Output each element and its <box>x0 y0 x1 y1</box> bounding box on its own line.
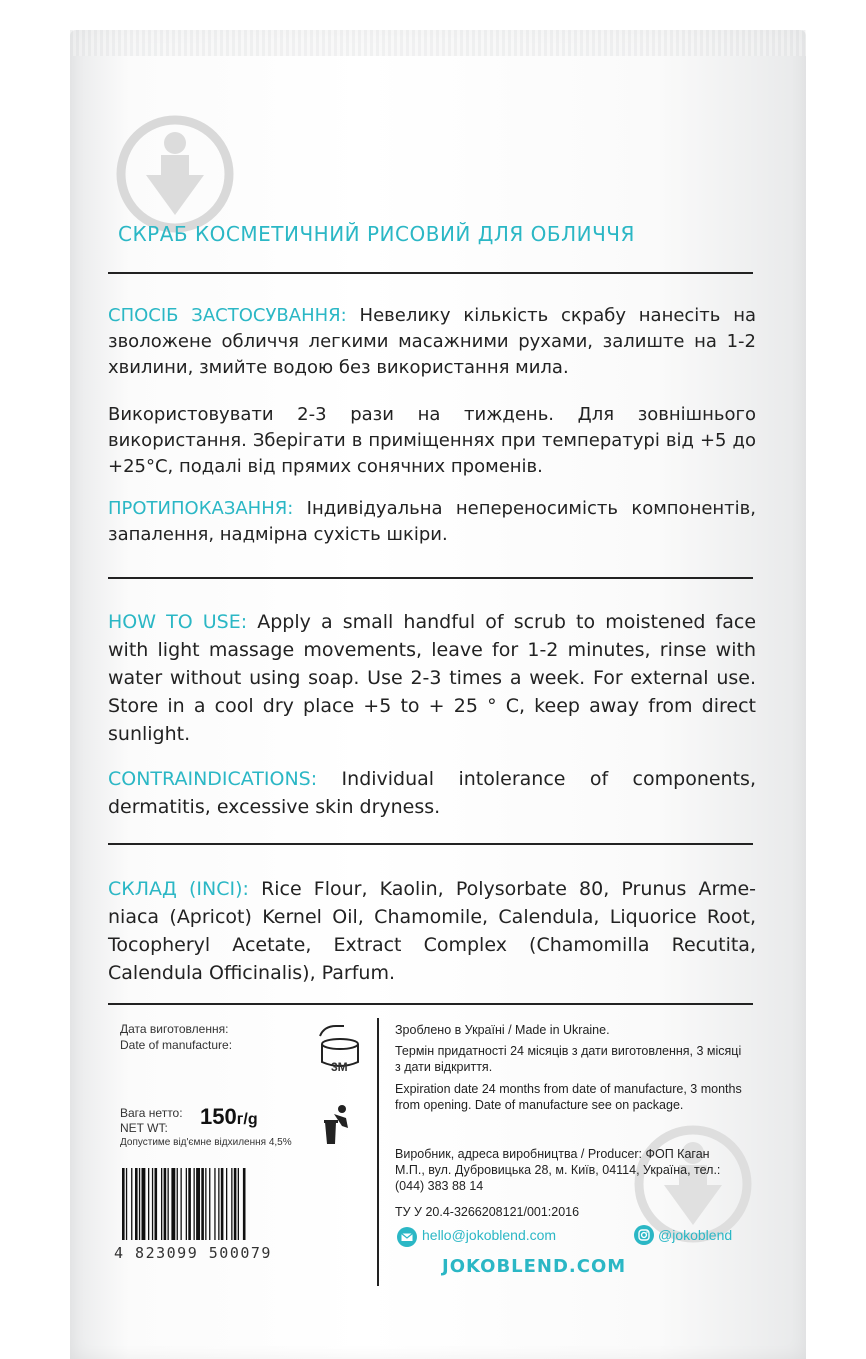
barcode-bar <box>238 1168 239 1240</box>
contra-en-text: Individual intolerance of components, dermatitis, excessive skin dryness. <box>108 768 756 818</box>
contra-en <box>108 765 756 821</box>
mfg-date-en: Date of manufacture: <box>120 1038 233 1052</box>
barcode-bar <box>122 1168 125 1240</box>
barcode-bar <box>209 1168 210 1240</box>
usage-ua <box>108 303 756 381</box>
made-in: Зроблено в Україні / Made in Ukraine. <box>395 1023 610 1037</box>
mfg-date-ua: Дата виготовлення: <box>120 1022 229 1036</box>
weight-number: 150 <box>200 1104 237 1129</box>
barcode-bar <box>161 1168 162 1240</box>
panel-divider <box>377 1018 379 1286</box>
weight-tolerance: Допустиме від'ємне відхилення 4,5% <box>120 1137 292 1148</box>
ingredients-text: Rice Flour, Kaolin, Polysorbate 80, Prunus Arme-niaca (Apricot) Kernel Oil, Chamomile, Calendula, Liquorice Root, Tocopheryl Acetate, Extract Complex (Chamomilla Recutita, Calendula Officinalis), Parfum. <box>108 878 756 984</box>
shelf-life-en: Expiration date 24 months from date of manufacture, 3 months from opening. Date of manufacture see on package. <box>395 1082 742 1112</box>
website-link[interactable]: JOKOBLEND.COM <box>442 1256 627 1277</box>
divider <box>108 1003 753 1005</box>
barcode-bar <box>201 1168 204 1240</box>
barcode-bar <box>194 1168 195 1240</box>
trash-bin-icon <box>322 1104 356 1144</box>
usage-en-text: Apply a small handful of scrub to moistened face with light massage movements, leave for 1-2 minutes, rinse with water without using soap. Use 2-3 times a week. For external use. Store in a cool dry place +5 to + 25 ° C, keep away from direct sunlight. <box>108 611 757 745</box>
shelf-life-ua: Термін придатності 24 місяців з дати виготовлення, 3 місяці з дати відкриття. <box>395 1044 742 1074</box>
mail-icon[interactable] <box>397 1227 417 1247</box>
email-link[interactable]: hello@jokoblend.com <box>422 1227 557 1243</box>
usage-en-label: HOW TO USE: <box>108 611 248 633</box>
barcode-bar <box>171 1168 175 1240</box>
barcode-bar <box>168 1168 169 1240</box>
divider <box>108 843 753 845</box>
barcode-digits: 4 823099 500079 <box>114 1244 272 1262</box>
barcode-bar <box>131 1168 132 1240</box>
pao-label: 3M <box>331 1060 348 1074</box>
barcode-bar <box>152 1168 153 1240</box>
barcode-bar <box>214 1168 215 1240</box>
usage-ua-label: СПОСІБ ЗАСТОСУВАННЯ: <box>108 305 347 326</box>
barcode-bar <box>139 1168 140 1240</box>
barcode-bar <box>205 1168 206 1240</box>
contra-ua-text: Індивідуальна непереносимість компонентів, запалення, надмірна сухість шкіри. <box>108 498 756 545</box>
ingredients <box>108 875 756 987</box>
image-placeholder-icon <box>116 115 234 233</box>
barcode-bar <box>177 1168 178 1240</box>
barcode-bar <box>226 1168 227 1240</box>
barcode-bar <box>221 1168 224 1240</box>
barcode-bar <box>135 1168 138 1240</box>
tu-code: ТУ У 20.4-3266208121/001:2016 <box>395 1205 580 1219</box>
divider <box>108 272 753 274</box>
weight-en: NET WT: <box>120 1121 168 1135</box>
barcode-bar <box>164 1168 167 1240</box>
barcode-bar <box>181 1168 182 1240</box>
barcode-bar <box>148 1168 149 1240</box>
instagram-handle[interactable]: @jokoblend <box>658 1227 733 1243</box>
producer: Виробник, адреса виробництва / Producer: ФОП Каган М.П., вул. Дубровицька 28, м. Київ, 04114, Україна, тел.: (044) 383 88 14 <box>395 1147 721 1193</box>
barcode-bar <box>218 1168 219 1240</box>
usage-en <box>108 608 756 748</box>
contra-en-label: CONTRAINDICATIONS: <box>108 768 318 790</box>
barcode-bar <box>196 1168 200 1240</box>
instagram-icon[interactable] <box>634 1225 654 1245</box>
contra-ua <box>108 496 756 548</box>
weight-value <box>200 1104 258 1130</box>
barcode-bar <box>186 1168 187 1240</box>
barcode-bar <box>155 1168 158 1240</box>
barcode <box>120 1168 346 1240</box>
barcode-bar <box>126 1168 127 1240</box>
barcode-bar <box>142 1168 146 1240</box>
barcode-bar <box>231 1168 232 1240</box>
barcode-bar <box>234 1168 237 1240</box>
barcode-bar <box>188 1168 191 1240</box>
ingredients-label: СКЛАД (INCI): <box>108 878 249 900</box>
weight-ua: Вага нетто: <box>120 1106 183 1120</box>
weight-unit: г/g <box>236 1111 258 1128</box>
storage-ua: Використовувати 2-3 рази на тиждень. Для зовнішнього використання. Зберігати в приміщеннях при температурі від +5 до +25°C, подалі від прямих сонячних променів. <box>108 404 756 477</box>
usage-ua-text: Невелику кількість скрабу нанесіть на зволожене обличчя легкими масажними рухами, залиште на 1-2 хвилини, змийте водою без використання мила. <box>108 305 756 378</box>
contra-ua-label: ПРОТИПОКАЗАННЯ: <box>108 498 294 519</box>
product-title: СКРАБ КОСМЕТИЧНИЙ РИСОВИЙ ДЛЯ ОБЛИЧЧЯ <box>118 222 635 246</box>
package-seal <box>70 30 806 56</box>
divider <box>108 577 753 579</box>
barcode-bar <box>243 1168 246 1240</box>
